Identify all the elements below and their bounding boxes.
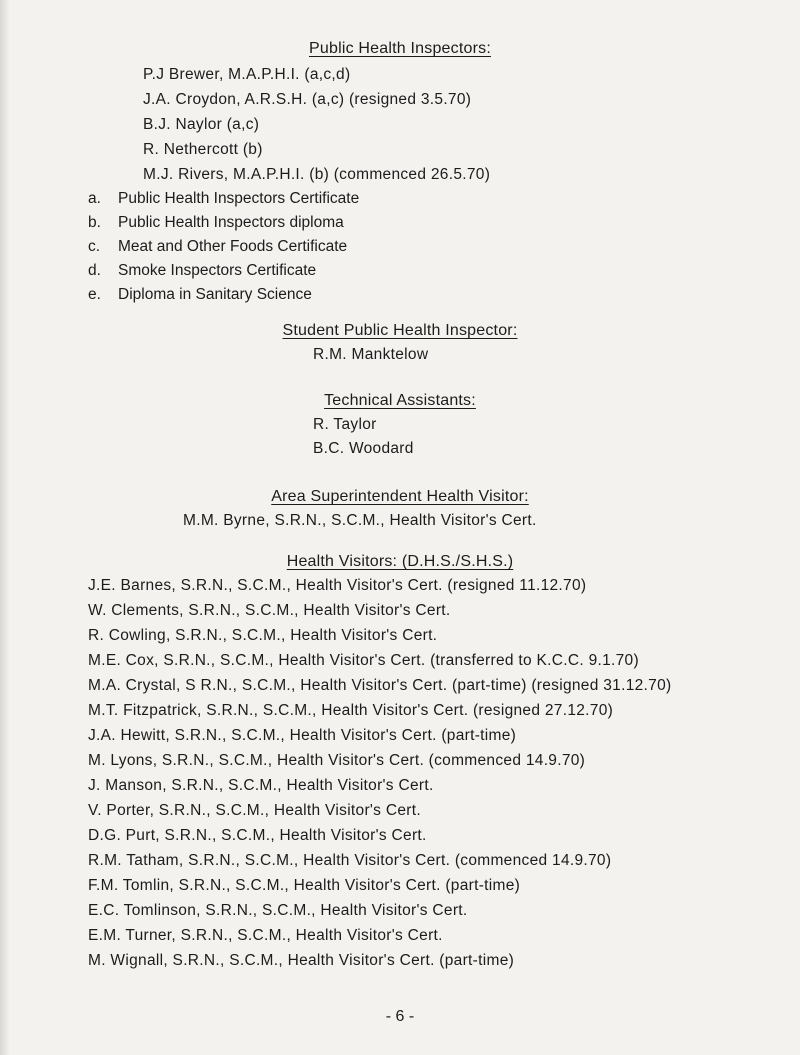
technical-entry: B.C. Woodard <box>313 440 414 457</box>
visitors-heading: Health Visitors: (D.H.S./S.H.S.) <box>286 553 514 570</box>
key-text: Diploma in Sanitary Science <box>118 286 312 303</box>
key-letter: d. <box>88 262 101 279</box>
visitor-entry: M.E. Cox, S.R.N., S.C.M., Health Visitor's Cert. (transferred to K.C.C. 9.1.70) <box>88 652 639 669</box>
key-letter: c. <box>88 238 101 255</box>
qualification-key-item <box>88 238 347 256</box>
qualification-key-item <box>88 214 344 232</box>
inspector-entry: R. Nethercott (b) <box>143 141 263 158</box>
visitor-entry: M. Wignall, S.R.N., S.C.M., Health Visitor's Cert. (part-time) <box>88 952 515 969</box>
inspector-entry: J.A. Croydon, A.R.S.H. (a,c) (resigned 3.5.70) <box>143 91 472 108</box>
visitor-entry: E.C. Tomlinson, S.R.N., S.C.M., Health Visitor's Cert. <box>88 902 468 919</box>
key-letter: b. <box>88 214 101 231</box>
visitor-entry: R. Cowling, S.R.N., S.C.M., Health Visitor's Cert. <box>88 627 438 644</box>
inspectors-heading: Public Health Inspectors: <box>309 40 491 57</box>
page-number: - 6 - <box>385 1008 415 1025</box>
visitor-entry: M. Lyons, S.R.N., S.C.M., Health Visitor's Cert. (commenced 14.9.70) <box>88 752 586 769</box>
visitor-entry: M.A. Crystal, S R.N., S.C.M., Health Visitor's Cert. (part-time) (resigned 31.12.70) <box>88 677 672 694</box>
technical-entry: R. Taylor <box>313 416 377 433</box>
visitor-entry: M.T. Fitzpatrick, S.R.N., S.C.M., Health Visitor's Cert. (resigned 27.12.70) <box>88 702 614 719</box>
visitor-entry: R.M. Tatham, S.R.N., S.C.M., Health Visitor's Cert. (commenced 14.9.70) <box>88 852 612 869</box>
visitor-entry: D.G. Purt, S.R.N., S.C.M., Health Visitor's Cert. <box>88 827 427 844</box>
key-text: Public Health Inspectors Certificate <box>118 190 360 207</box>
inspector-entry: M.J. Rivers, M.A.P.H.I. (b) (commenced 26.5.70) <box>143 166 491 183</box>
visitor-entry: V. Porter, S.R.N., S.C.M., Health Visitor's Cert. <box>88 802 421 819</box>
area-entry: M.M. Byrne, S.R.N., S.C.M., Health Visitor's Cert. <box>183 512 537 529</box>
page-edge-shadow <box>0 0 10 1055</box>
key-text: Meat and Other Foods Certificate <box>118 238 348 255</box>
qualification-key-item <box>88 286 312 304</box>
qualification-key-item <box>88 190 359 208</box>
area-heading: Area Superintendent Health Visitor: <box>271 488 529 505</box>
visitor-entry: F.M. Tomlin, S.R.N., S.C.M., Health Visitor's Cert. (part-time) <box>88 877 521 894</box>
student-entry: R.M. Manktelow <box>313 346 429 363</box>
visitor-entry: J.A. Hewitt, S.R.N., S.C.M., Health Visitor's Cert. (part-time) <box>88 727 517 744</box>
inspector-entry: B.J. Naylor (a,c) <box>143 116 260 133</box>
visitor-entry: J.E. Barnes, S.R.N., S.C.M., Health Visitor's Cert. (resigned 11.12.70) <box>88 577 587 594</box>
inspector-entry: P.J Brewer, M.A.P.H.I. (a,c,d) <box>143 66 351 83</box>
student-heading: Student Public Health Inspector: <box>282 322 518 339</box>
visitor-entry: J. Manson, S.R.N., S.C.M., Health Visitor's Cert. <box>88 777 434 794</box>
qualification-key-item <box>88 262 316 280</box>
key-letter: e. <box>88 286 101 303</box>
key-text: Public Health Inspectors diploma <box>118 214 344 231</box>
visitor-entry: E.M. Turner, S.R.N., S.C.M., Health Visitor's Cert. <box>88 927 443 944</box>
technical-heading: Technical Assistants: <box>324 392 476 409</box>
key-letter: a. <box>88 190 101 207</box>
visitor-entry: W. Clements, S.R.N., S.C.M., Health Visitor's Cert. <box>88 602 451 619</box>
key-text: Smoke Inspectors Certificate <box>118 262 317 279</box>
